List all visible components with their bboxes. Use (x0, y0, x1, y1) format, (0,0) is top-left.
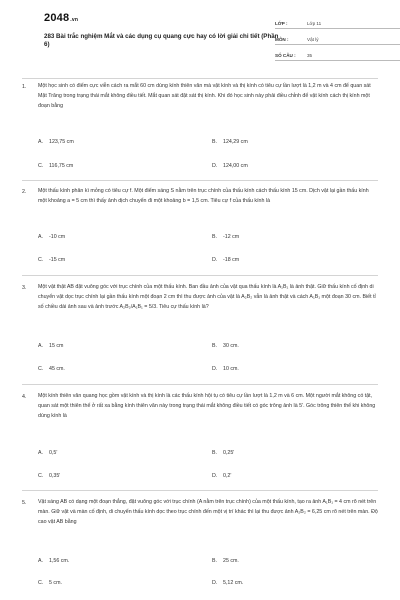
divider (22, 275, 378, 276)
option-letter: D. (212, 366, 218, 372)
option-letter: A. (38, 234, 44, 240)
option-d[interactable] (212, 163, 248, 169)
site-logo[interactable] (44, 12, 78, 24)
option-value: 123,75 cm (49, 139, 74, 145)
option-value: 0,2' (223, 473, 232, 479)
option-value: 1,56 cm. (49, 558, 70, 564)
option-value: -15 cm (49, 257, 66, 263)
option-a[interactable] (38, 558, 69, 564)
option-c[interactable] (38, 257, 65, 263)
option-value: -10 cm (49, 234, 66, 240)
option-letter: A. (38, 139, 44, 145)
document-meta (275, 13, 400, 61)
option-letter: A. (38, 450, 44, 456)
question-text: Một học sinh có điểm cực viễn cách ra mắt 60 cm dùng kính thiên văn mà vật kính và thị kính có tiêu cự lần lượt là 1,2 m và 4 cm để quan sát Mặt Trăng trong trạng thái mắt không điều tiết. Mắt quan sát đặt sát thị kính. Khi đó học sinh này phải điều chỉnh để vật kính cách thị kính một đoạn bằng (38, 83, 371, 109)
option-letter: B. (212, 450, 218, 456)
question-number: 2. (22, 189, 27, 195)
option-d[interactable] (212, 473, 231, 479)
meta-value: Lớp 11 (307, 21, 322, 26)
option-value: 25 cm. (223, 558, 239, 564)
divider (22, 78, 378, 79)
option-letter: D. (212, 163, 218, 169)
document-title: 283 Bài trắc nghiệm Mắt và các dụng cụ quang cực hay có lời giải chi tiết (Phần 6) (44, 33, 279, 48)
option-c[interactable] (38, 366, 65, 372)
option-letter: B. (212, 558, 218, 564)
question-number: 3. (22, 285, 27, 291)
document-header (22, 0, 378, 62)
meta-row-count (275, 45, 400, 61)
option-value: 0,5' (49, 450, 58, 456)
question-number: 1. (22, 84, 27, 90)
option-letter: A. (38, 558, 44, 564)
option-c[interactable] (38, 580, 62, 586)
option-c[interactable] (38, 163, 73, 169)
meta-row-subject (275, 29, 400, 45)
option-letter: C. (38, 366, 44, 372)
option-a[interactable] (38, 234, 65, 240)
option-letter: B. (212, 139, 218, 145)
option-value: -18 cm (223, 257, 240, 263)
option-value: 15 cm (49, 343, 64, 349)
option-letter: D. (212, 257, 218, 263)
option-value: 0,35' (49, 473, 61, 479)
option-b[interactable] (212, 139, 248, 145)
option-d[interactable] (212, 257, 239, 263)
option-letter: C. (38, 473, 44, 479)
meta-label: MÔN : (275, 37, 289, 42)
option-letter: D. (212, 580, 218, 586)
option-letter: A. (38, 343, 44, 349)
question-text: Một thấu kính phân kì mỏng có tiêu cự f. Một điểm sáng S nằm trên trục chính của thấu kính cách thấu kính 15 cm. Dịch vật lại gần thấu kính một khoảng a = 5 cm thì thấy ảnh dịch chuyển đi một khoảng b = 1,5 cm. Tiêu cự f của thấu kính là (38, 188, 369, 204)
option-value: 5 cm. (49, 580, 62, 586)
option-value: 124,29 cm (223, 139, 248, 145)
option-letter: D. (212, 473, 218, 479)
option-value: 116,75 cm (49, 163, 74, 169)
option-letter: B. (212, 234, 218, 240)
option-value: 5,12 cm. (223, 580, 244, 586)
option-value: 124,00 cm (223, 163, 248, 169)
option-b[interactable] (212, 234, 239, 240)
option-b[interactable] (212, 558, 239, 564)
meta-label: LỚP : (275, 21, 288, 26)
meta-value: Vật lý (307, 37, 319, 42)
divider (22, 384, 378, 385)
meta-label: SỐ CÂU : (275, 53, 296, 58)
meta-row-class (275, 13, 400, 29)
option-value: 30 cm. (223, 343, 239, 349)
option-letter: C. (38, 580, 44, 586)
option-b[interactable] (212, 450, 234, 456)
option-b[interactable] (212, 343, 239, 349)
divider (22, 180, 378, 181)
option-value: -12 cm (223, 234, 240, 240)
logo-suffix: .vn (70, 17, 79, 23)
option-d[interactable] (212, 366, 239, 372)
question-text: Vật sáng AB có dạng một đoạn thẳng, đặt vuông góc với trục chính (A nằm trên trục chính) của một thấu kính, tạo ra ảnh A₁B₁ = 4 cm rõ nét trên màn. Giữ vật và màn cố định, di chuyển thấu kính dọc theo trục chính đến một vị trí khác thì lại thu được ảnh A₂B₂ = 6,25 cm rõ nét trên màn. Độ cao vật AB bằng (38, 499, 378, 525)
option-value: 0,25' (223, 450, 235, 456)
option-value: 45 cm. (49, 366, 65, 372)
option-value: 10 cm. (223, 366, 239, 372)
option-letter: C. (38, 257, 44, 263)
question-text: Một vật thật AB đặt vuông góc với trục chính của một thấu kính. Ban đầu ảnh của vật qua thấu kính là A₁B₁ là ảnh thật. Giữ thấu kính cố định di chuyển vật dọc trục chính lại gần thấu kính một đoạn 2 cm thì thu được ảnh của vật là A₂B₂ vẫn là ảnh thật và cách A₁B₁ một đoạn 30 cm. Biết tỉ số chiều dài ảnh sau và ảnh trước A₂B₂/A₁B₁ = 5/3. Tiêu cự thấu kính là? (38, 284, 376, 310)
option-a[interactable] (38, 450, 57, 456)
question-number: 5. (22, 500, 27, 506)
option-c[interactable] (38, 473, 60, 479)
question-text: Một kính thiên văn quang học gồm vật kính và thị kính là các thấu kính hội tụ có tiêu cự lần lượt là 1,2 m và 6 cm. Một người mắt không có tật, quan sát một thiên thể ở rất xa bằng kính thiên văn này trong trạng thái mắt không điều tiết có góc trông ảnh là 5'. Góc trông thiên thể khi không dùng kính là (38, 393, 376, 419)
option-a[interactable] (38, 139, 74, 145)
option-d[interactable] (212, 580, 243, 586)
option-a[interactable] (38, 343, 63, 349)
option-letter: C. (38, 163, 44, 169)
divider (22, 490, 378, 491)
question-number: 4. (22, 394, 27, 400)
meta-value: 35 (307, 53, 313, 58)
option-letter: B. (212, 343, 218, 349)
logo-main: 2048 (44, 12, 70, 24)
